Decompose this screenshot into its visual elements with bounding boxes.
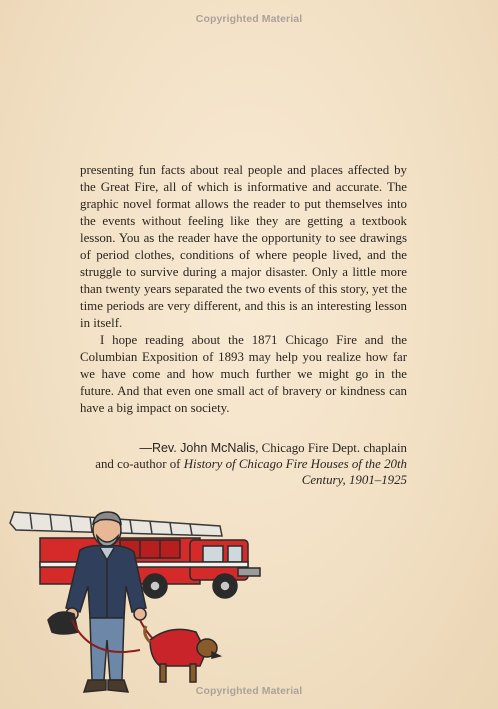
- book-title: History of Chicago Fire Houses of the 20th Century, 1901–1925: [183, 457, 407, 487]
- author-line: [80, 440, 407, 456]
- author-attribution: [80, 440, 407, 488]
- copyright-watermark-bottom: Copyrighted Material: [195, 685, 303, 697]
- paragraph-continued: presenting fun facts about real people and places affected by the Great Fire, all of which is informative and accurate. The graphic novel format allows the reader to put themselves into the events without feeling like they are getting a textbook lesson. You as the reader have the opportunity to see drawings of period clothes, conditions of where people lived, and the struggle to survive during a major disaster. Only a little more than twenty years separated the two events of this story, yet the time periods are very different, and this is an interesting lesson in itself.: [80, 163, 407, 330]
- paragraph-hope: I hope reading about the 1871 Chicago Fire and the Columbian Exposition of 1893 may help you realize how far we have come and how much further we might go in the future. And that even one small act of bravery or kindness can have a big impact on society.: [80, 333, 407, 415]
- firefighter-dog-truck-illustration: [0, 490, 270, 709]
- dalmatian-dog: [145, 626, 220, 682]
- coauthor-prefix: and co-author of: [95, 457, 184, 471]
- author-name: —Rev. John McNalis: [139, 441, 256, 455]
- preface-body: [80, 162, 407, 417]
- copyright-watermark-top: Copyrighted Material: [195, 13, 303, 25]
- coauthor-line: [80, 456, 407, 488]
- author-role: , Chicago Fire Dept. chaplain: [255, 441, 407, 455]
